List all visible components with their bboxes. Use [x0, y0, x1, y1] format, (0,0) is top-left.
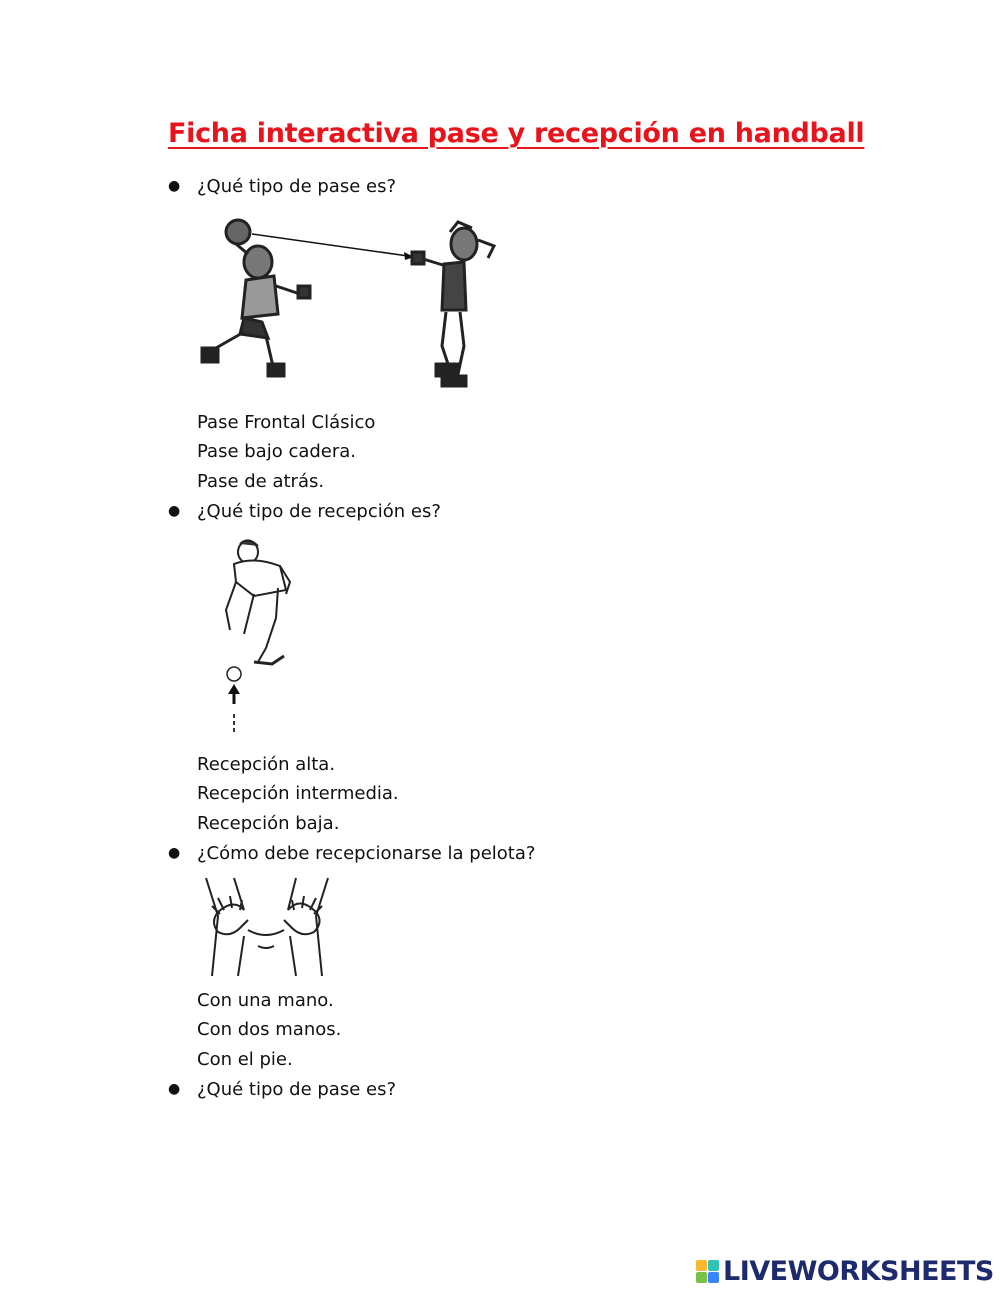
option-3-1[interactable]: Con una mano. [197, 990, 334, 1011]
footer-brand [696, 1254, 994, 1288]
pass-arrow [252, 234, 408, 256]
option-1-1[interactable]: Pase Frontal Clásico [197, 412, 376, 433]
question-2-prompt: ¿Qué tipo de recepción es? [197, 501, 441, 522]
option-1-2[interactable]: Pase bajo cadera. [197, 441, 357, 462]
question-3-prompt: ¿Cómo debe recepcionarse la pelota? [197, 843, 536, 864]
bullet-icon: ● [168, 1081, 181, 1097]
thrower-figure [202, 220, 310, 376]
bullet-icon: ● [168, 178, 181, 194]
left-hand-icon [214, 904, 248, 934]
brand-name: LIVEWORKSHEETS [723, 1255, 994, 1287]
option-1-3[interactable]: Pase de atrás. [197, 471, 325, 492]
question-4-prompt: ¿Qué tipo de pase es? [197, 1079, 397, 1100]
right-hand-icon [284, 903, 320, 934]
bullet-icon: ● [168, 503, 181, 519]
receiving-player-figure [226, 540, 290, 664]
option-2-1[interactable]: Recepción alta. [197, 754, 336, 775]
bullet-icon: ● [168, 845, 181, 861]
hands-illustration [204, 876, 330, 980]
option-3-3[interactable]: Con el pie. [197, 1049, 293, 1070]
option-3-2[interactable]: Con dos manos. [197, 1019, 342, 1040]
ball-icon [226, 220, 250, 244]
question-3 [168, 843, 535, 864]
liveworksheets-logo-icon [696, 1260, 719, 1283]
option-2-3[interactable]: Recepción baja. [197, 813, 340, 834]
question-1-prompt: ¿Qué tipo de pase es? [197, 176, 397, 197]
receiver-figure [412, 222, 494, 386]
ball-icon [227, 667, 241, 681]
option-2-2[interactable]: Recepción intermedia. [197, 783, 399, 804]
reception-illustration [214, 538, 298, 746]
question-2 [168, 501, 441, 522]
pass-illustration [196, 214, 502, 394]
question-1 [168, 176, 396, 197]
question-4 [168, 1079, 396, 1100]
page-title: Ficha interactiva pase y recepción en handball [168, 118, 865, 149]
